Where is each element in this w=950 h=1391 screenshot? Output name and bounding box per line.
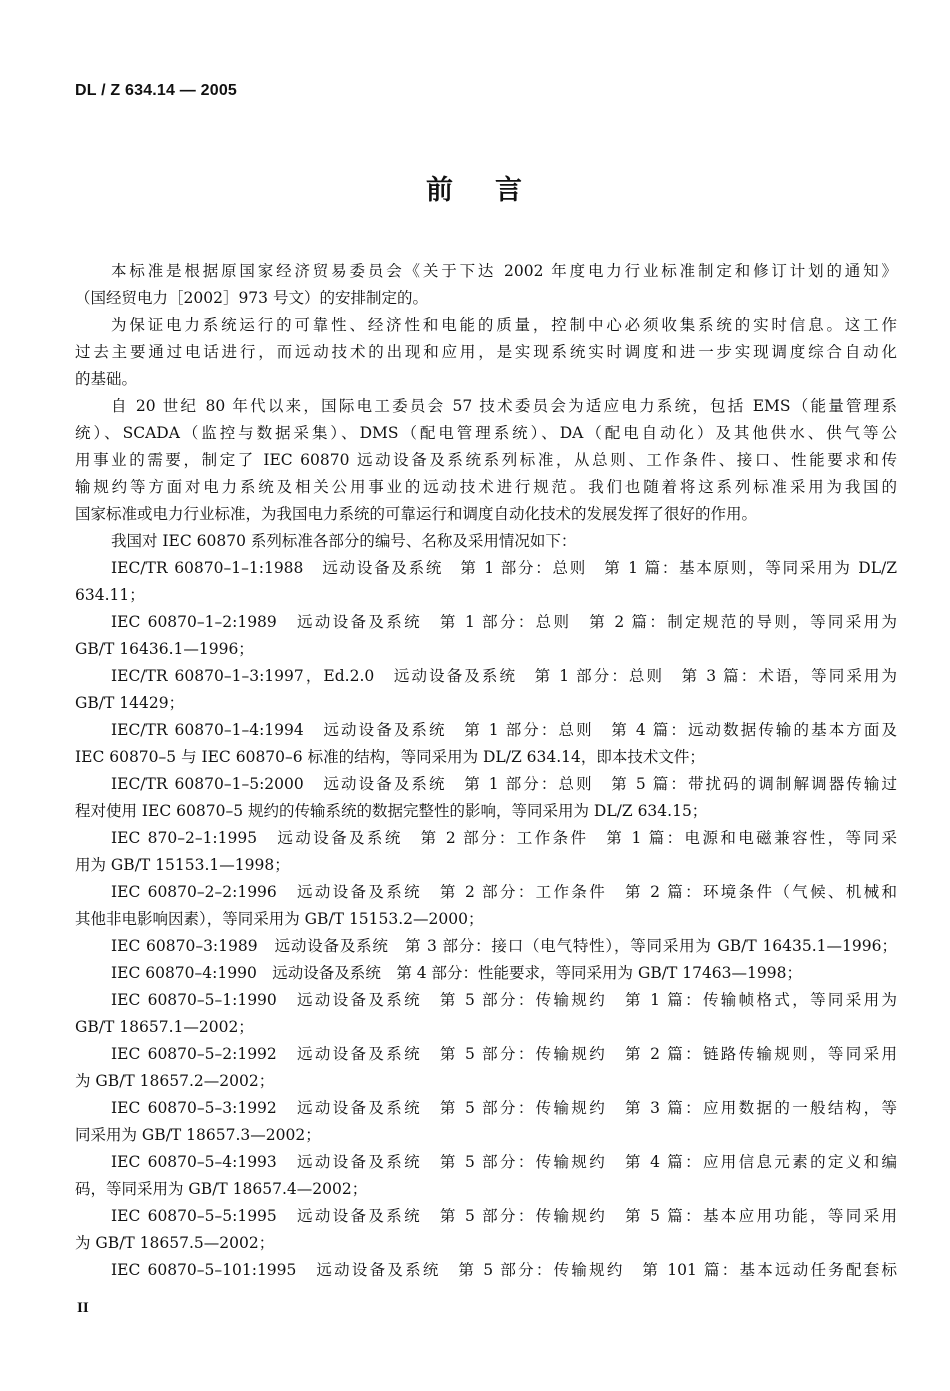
text-line: IEC 870–2–1:1995 远动设备及系统 第 2 部分：工作条件 第 1 篇：电源和电磁兼容性，等同采 xyxy=(111,829,897,847)
text-line: 634.11； xyxy=(75,586,145,604)
text-line: 的基础。 xyxy=(75,370,138,388)
text-line: GB/T 16436.1—1996； xyxy=(75,640,254,658)
text-line: 用事业的需要，制定了 IEC 60870 远动设备及系统系列标准，从总则、工作条件、接口、性能要求和传 xyxy=(75,451,897,469)
text-line: GB/T 14429； xyxy=(75,694,185,712)
text-line: IEC 60870–5–101:1995 远动设备及系统 第 5 部分：传输规约 第 101 篇：基本远动任务配套标 xyxy=(111,1261,897,1279)
text-line: 用为 GB/T 15153.1—1998； xyxy=(75,856,290,874)
text-line: 为 GB/T 18657.2—2002； xyxy=(75,1072,275,1090)
text-line: IEC/TR 60870–1–5:2000 远动设备及系统 第 1 部分：总则 第 5 篇：带扰码的调制解调器传输过 xyxy=(111,775,897,793)
page-title-part-1: 前 xyxy=(426,175,455,206)
text-line: 输规约等方面对电力系统及相关公用事业的远动技术进行规范。我们也随着将这系列标准采用为我国的 xyxy=(75,478,897,496)
text-line: IEC 60870–1–2:1989 远动设备及系统 第 1 部分：总则 第 2 篇：制定规范的导则，等同采用为 xyxy=(111,613,897,631)
text-line: IEC/TR 60870–1–3:1997，Ed.2.0 远动设备及系统 第 1 部分：总则 第 3 篇：术语，等同采用为 xyxy=(111,667,897,685)
text-line: IEC 60870–5–1:1990 远动设备及系统 第 5 部分：传输规约 第 1 篇：传输帧格式，等同采用为 xyxy=(111,991,897,1009)
text-line: 自 20 世纪 80 年代以来，国际电工委员会 57 技术委员会为适应电力系统，包括 EMS（能量管理系 xyxy=(111,397,897,415)
text-line: 我国对 IEC 60870 系列标准各部分的编号、名称及采用情况如下： xyxy=(111,532,577,550)
text-line: 本标准是根据原国家经济贸易委员会《关于下达 2002 年度电力行业标准制定和修订计划的通知》 xyxy=(111,262,897,280)
text-line: IEC 60870–4:1990 远动设备及系统 第 4 部分：性能要求，等同采用为 GB/T 17463—1998； xyxy=(111,964,802,982)
text-line: 程对使用 IEC 60870–5 规约的传输系统的数据完整性的影响，等同采用为 DL/Z 634.15； xyxy=(75,802,708,820)
text-line: （国经贸电力［2002］973 号文）的安排制定的。 xyxy=(75,289,428,307)
text-line: 码，等同采用为 GB/T 18657.4—2002； xyxy=(75,1180,368,1198)
text-line: 为 GB/T 18657.5—2002； xyxy=(75,1234,275,1252)
text-line: IEC 60870–5–5:1995 远动设备及系统 第 5 部分：传输规约 第 5 篇：基本应用功能，等同采用 xyxy=(111,1207,897,1225)
text-line: 统）、SCADA（监控与数据采集）、DMS（配电管理系统）、DA（配电自动化）及其他供水、供气等公 xyxy=(75,424,897,442)
text-line: IEC/TR 60870–1–4:1994 远动设备及系统 第 1 部分：总则 第 4 篇：远动数据传输的基本方面及 xyxy=(111,721,897,739)
text-line: 为保证电力系统运行的可靠性、经济性和电能的质量，控制中心必须收集系统的实时信息。这工作 xyxy=(111,316,897,334)
text-line: GB/T 18657.1—2002； xyxy=(75,1018,254,1036)
text-line: IEC 60870–5 与 IEC 60870–6 标准的结构，等同采用为 DL/Z 634.14，即本技术文件； xyxy=(75,748,705,766)
text-line: 同采用为 GB/T 18657.3—2002； xyxy=(75,1126,321,1144)
text-line: 国家标准或电力行业标准，为我国电力系统的可靠运行和调度自动化技术的发展发挥了很好的作用。 xyxy=(75,505,758,523)
text-line: 过去主要通过电话进行，而远动技术的出现和应用，是实现系统实时调度和进一步实现调度综合自动化 xyxy=(75,343,897,361)
text-line: IEC/TR 60870–1–1:1988 远动设备及系统 第 1 部分：总则 第 1 篇：基本原则，等同采用为 DL/Z xyxy=(111,559,897,577)
preface-body xyxy=(75,258,897,1284)
text-line: IEC 60870–3:1989 远动设备及系统 第 3 部分：接口（电气特性），等同采用为 GB/T 16435.1—1996； xyxy=(111,937,897,955)
page-title xyxy=(0,168,950,207)
page-title-part-2: 言 xyxy=(495,175,524,206)
text-line: 其他非电影响因素），等同采用为 GB/T 15153.2—2000； xyxy=(75,910,484,928)
text-line: IEC 60870–5–2:1992 远动设备及系统 第 5 部分：传输规约 第 2 篇：链路传输规则，等同采用 xyxy=(111,1045,897,1063)
document-code: DL / Z 634.14 — 2005 xyxy=(75,82,238,99)
text-line: IEC 60870–5–3:1992 远动设备及系统 第 5 部分：传输规约 第 3 篇：应用数据的一般结构，等 xyxy=(111,1099,897,1117)
text-line: IEC 60870–2–2:1996 远动设备及系统 第 2 部分：工作条件 第 2 篇：环境条件（气候、机械和 xyxy=(111,883,897,901)
page-number: II xyxy=(77,1300,89,1316)
text-line: IEC 60870–5–4:1993 远动设备及系统 第 5 部分：传输规约 第 4 篇：应用信息元素的定义和编 xyxy=(111,1153,897,1171)
